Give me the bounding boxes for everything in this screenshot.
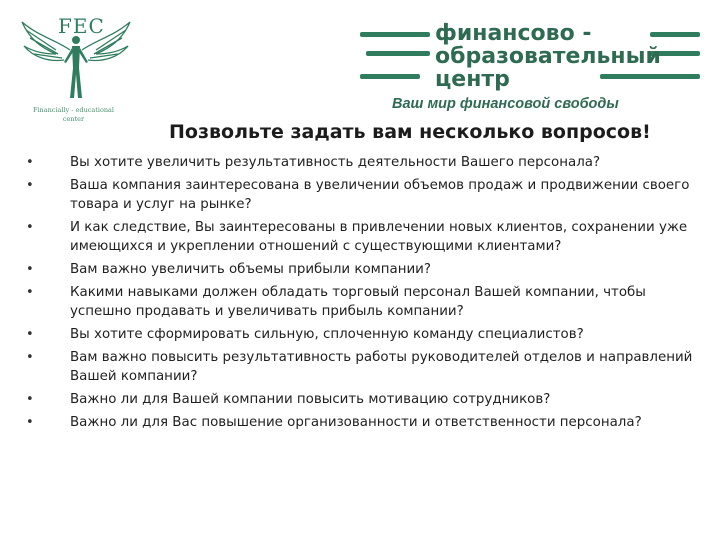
question-text: Вы хотите увеличить результативность деятельности Вашего персонала?: [70, 155, 601, 170]
question-list: [26, 153, 706, 436]
brand-name-line1: финансово -: [435, 21, 592, 46]
list-item: [26, 260, 706, 279]
question-text: Важно ли для Вас повышение организованности и ответственности персонала?: [70, 415, 642, 430]
list-item: [26, 283, 706, 321]
bullet: •: [26, 178, 34, 193]
bullet: •: [26, 262, 34, 277]
list-item: [26, 153, 706, 172]
question-text: Вам важно повысить результативность работы руководителей отделов и направлений Вашей компании?: [70, 350, 693, 384]
bullet: •: [26, 327, 34, 342]
logo-caption: [16, 106, 131, 124]
question-text: Вам важно увеличить объемы прибыли компании?: [70, 262, 431, 277]
list-item: [26, 325, 706, 344]
bullet: •: [26, 350, 34, 365]
list-item: [26, 413, 706, 432]
fec-logo: [16, 10, 136, 130]
brand-name-line2: образовательный: [435, 44, 661, 69]
bullet: •: [26, 415, 34, 430]
list-item: [26, 218, 706, 256]
logo-caption-line1: Financially - educational: [32, 106, 115, 114]
list-item: [26, 176, 706, 214]
question-text: Какими навыками должен обладать торговый персонал Вашей компании, чтобы успешно продавать и увеличивать прибыль компании?: [70, 285, 646, 319]
brand-name-line3: центр: [435, 67, 510, 92]
page-title: Позвольте задать вам несколько вопросов!: [169, 121, 651, 143]
bullet: •: [26, 392, 34, 407]
bullet: •: [26, 220, 34, 235]
logo-letters: FEC: [58, 14, 105, 38]
list-item: [26, 390, 706, 409]
bullet: •: [26, 285, 34, 300]
question-text: Ваша компания заинтересована в увеличении объемов продаж и продвижении своего товара и услуг на рынке?: [70, 178, 690, 212]
question-text: Вы хотите сформировать сильную, сплоченную команду специалистов?: [70, 327, 584, 342]
brand-name: [435, 22, 661, 91]
logo-caption-line2: center: [62, 115, 85, 123]
brand-slogan: Ваш мир финансовой свободы: [392, 96, 619, 112]
bullet: •: [26, 155, 34, 170]
question-text: Важно ли для Вашей компании повысить мотивацию сотрудников?: [70, 392, 551, 407]
brand-decor-line: [360, 74, 420, 79]
question-text: И как следствие, Вы заинтересованы в привлечении новых клиентов, сохранении уже имеющихся и укреплении отношений с существующими клиентами?: [70, 220, 688, 254]
brand-decor-line: [360, 32, 430, 37]
brand-header: [360, 22, 705, 118]
brand-decor-line: [366, 51, 430, 56]
list-item: [26, 348, 706, 386]
